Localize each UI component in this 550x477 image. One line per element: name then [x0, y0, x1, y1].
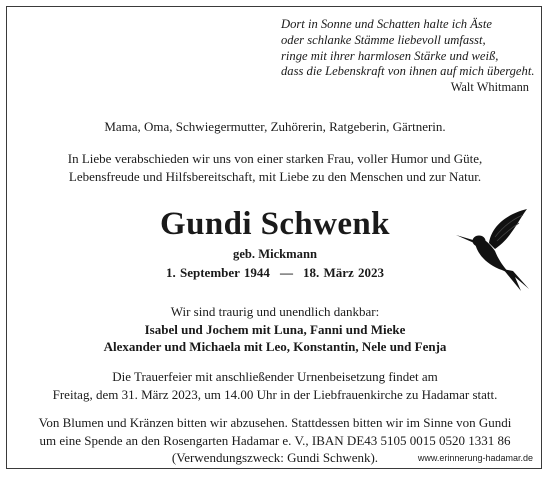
poem-author: Walt Whitmann: [450, 80, 529, 95]
date-separator: —: [279, 265, 293, 280]
poem-quote: [281, 17, 541, 96]
farewell-text: [7, 150, 543, 185]
family-line: Isabel und Jochem mit Luna, Fanni und Mieke: [144, 321, 406, 337]
grief-section: [7, 303, 543, 356]
family-line: Alexander und Michaela mit Leo, Konstantin, Nele und Fenja: [103, 339, 447, 354]
farewell-line: Lebensfreude und Hilfsbereitschaft, mit Liebe zu den Menschen und zur Natur.: [68, 168, 482, 184]
roles-line: Mama, Oma, Schwiegermutter, Zuhörerin, Ratgeberin, Gärtnerin.: [104, 119, 446, 134]
hummingbird-icon: [455, 207, 537, 295]
request-line: Von Blumen und Kränzen bitten wir abzusehen. Stattdessen bitten wir im Sinne von Gundi: [38, 415, 512, 430]
service-line: Die Trauerfeier mit anschließender Urnenbeisetzung findet am: [112, 369, 438, 384]
poem-line: oder schlanke Stämme liebevoll umfasst,: [281, 32, 486, 47]
obituary-notice: [6, 6, 542, 469]
deceased-name: Gundi Schwenk: [160, 206, 390, 242]
birth-name: geb. Mickmann: [233, 247, 317, 261]
farewell-line: In Liebe verabschieden wir uns von einer starken Frau, voller Humor und Güte,: [67, 151, 483, 166]
request-line: um eine Spende an den Rosengarten Hadamar e. V., IBAN DE43 5105 0015 0520 1331 86: [39, 432, 511, 448]
grief-intro: Wir sind traurig und unendlich dankbar:: [170, 304, 380, 319]
death-date: 18. März 2023: [302, 265, 384, 280]
funeral-service-text: [7, 368, 543, 403]
request-line: (Verwendungszweck: Gundi Schwenk).: [171, 450, 379, 465]
poem-line: ringe mit ihrer harmlosen Stärke und weiß,: [281, 48, 499, 63]
service-line: Freitag, dem 31. März 2023, um 14.00 Uhr in der Liebfrauenkirche zu Hadamar statt.: [52, 386, 498, 402]
website-link[interactable]: www.erinnerung-hadamar.de: [417, 453, 533, 463]
poem-line: Dort in Sonne und Schatten halte ich Äste: [281, 17, 492, 31]
poem-line: dass die Lebenskraft von ihnen auf mich übergeht.: [281, 64, 535, 79]
birth-date: 1. September 1944: [165, 265, 270, 280]
